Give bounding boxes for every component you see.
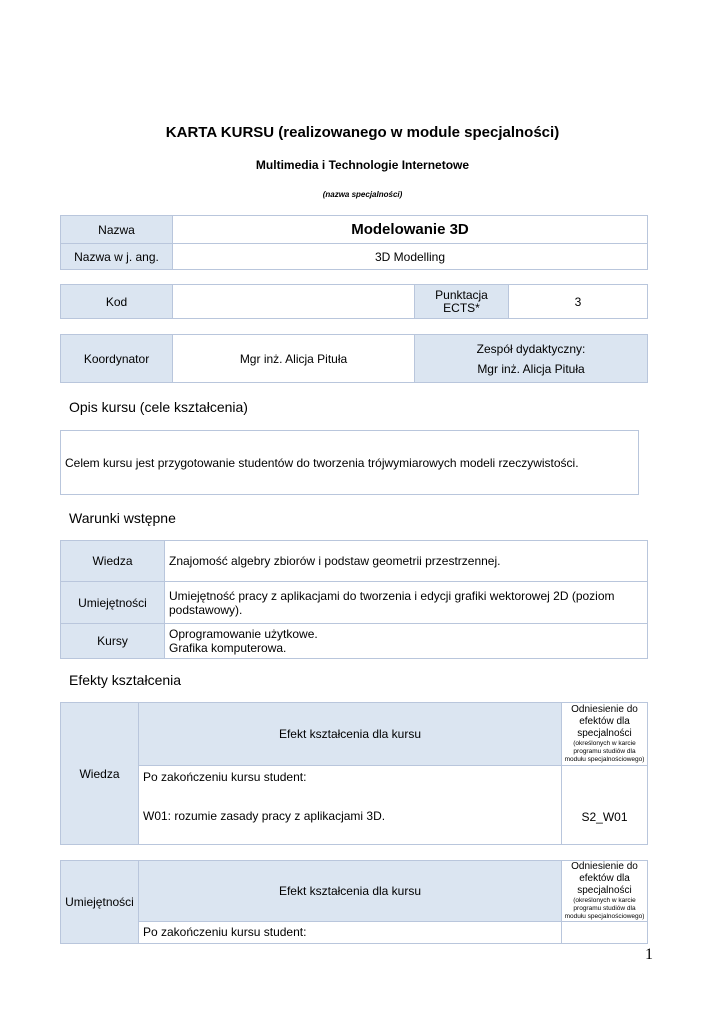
skills-ref-note: (określonych w karcie programu studiów dla modułu specjalnościowego) bbox=[564, 897, 645, 920]
knowledge-ref-note: (określonych w karcie programu studiów dla modułu specjalnościowego) bbox=[564, 740, 645, 763]
description-heading: Opis kursu (cele kształcenia) bbox=[69, 399, 248, 415]
knowledge-outcome-ref: S2_W01 bbox=[562, 766, 648, 845]
document-title: KARTA KURSU (realizowanego w module specjalności) bbox=[165, 124, 560, 141]
prereq-course-1: Oprogramowanie użytkowe. bbox=[169, 627, 318, 641]
prerequisites-table bbox=[60, 540, 648, 659]
prereq-course-2: Grafika komputerowa. bbox=[169, 641, 287, 655]
team-label: Zespół dydaktyczny: bbox=[476, 341, 586, 356]
course-name-table bbox=[60, 215, 648, 270]
skills-outcomes-table bbox=[60, 860, 648, 944]
ects-label: Punktacja ECTS* bbox=[415, 285, 509, 319]
coordinator-table bbox=[60, 334, 648, 383]
ects-value: 3 bbox=[509, 285, 648, 319]
prerequisites-heading: Warunki wstępne bbox=[69, 510, 176, 526]
name-en-label: Nazwa w j. ang. bbox=[61, 244, 173, 270]
code-value bbox=[173, 285, 415, 319]
specialty-note: (nazwa specjalności) bbox=[322, 190, 403, 199]
code-label: Kod bbox=[61, 285, 173, 319]
team-cell bbox=[415, 335, 648, 383]
course-name-en-value: 3D Modelling bbox=[173, 244, 648, 270]
description-box bbox=[60, 430, 639, 495]
coordinator-value: Mgr inż. Alicja Pituła bbox=[173, 335, 415, 383]
skills-col-header: Efekt kształcenia dla kursu bbox=[139, 861, 562, 922]
specialty-name: Multimedia i Technologie Internetowe bbox=[255, 158, 470, 172]
knowledge-label: Wiedza bbox=[61, 703, 139, 845]
skills-ref-header-cell bbox=[562, 861, 648, 922]
knowledge-outcome-w01: W01: rozumie zasady pracy z aplikacjami 3D. bbox=[143, 809, 386, 823]
knowledge-ref-header-cell bbox=[562, 703, 648, 766]
prereq-skills-value: Umiejętność pracy z aplikacjami do tworzenia i edycji grafiki wektorowej 2D (poziom podstawowy). bbox=[165, 582, 648, 624]
skills-intro: Po zakończeniu kursu student: bbox=[139, 922, 562, 944]
page-number: 1 bbox=[645, 946, 653, 963]
knowledge-ref-header: Odniesienie do efektów dla specjalności bbox=[571, 704, 638, 739]
prereq-courses-cell bbox=[165, 624, 648, 659]
outcomes-heading: Efekty kształcenia bbox=[69, 672, 182, 688]
course-name-value: Modelowanie 3D bbox=[173, 216, 648, 244]
skills-label: Umiejętności bbox=[61, 861, 139, 944]
prereq-courses-label: Kursy bbox=[61, 624, 165, 659]
name-label: Nazwa bbox=[61, 216, 173, 244]
prereq-skills-label: Umiejętności bbox=[61, 582, 165, 624]
prereq-knowledge-label: Wiedza bbox=[61, 541, 165, 582]
coordinator-label: Koordynator bbox=[61, 335, 173, 383]
description-text: Celem kursu jest przygotowanie studentów do tworzenia trójwymiarowych modeli rzeczywistości. bbox=[61, 431, 639, 495]
skills-ref-header: Odniesienie do efektów dla specjalności bbox=[571, 861, 638, 896]
skills-ref-empty bbox=[562, 922, 648, 944]
prereq-knowledge-value: Znajomość algebry zbiorów i podstaw geometrii przestrzennej. bbox=[165, 541, 648, 582]
team-value: Mgr inż. Alicja Pituła bbox=[477, 361, 585, 376]
code-ects-table bbox=[60, 284, 648, 319]
knowledge-outcome-cell bbox=[139, 766, 562, 845]
knowledge-intro: Po zakończeniu kursu student: bbox=[143, 770, 307, 784]
knowledge-col-header: Efekt kształcenia dla kursu bbox=[139, 703, 562, 766]
knowledge-outcomes-table bbox=[60, 702, 648, 845]
